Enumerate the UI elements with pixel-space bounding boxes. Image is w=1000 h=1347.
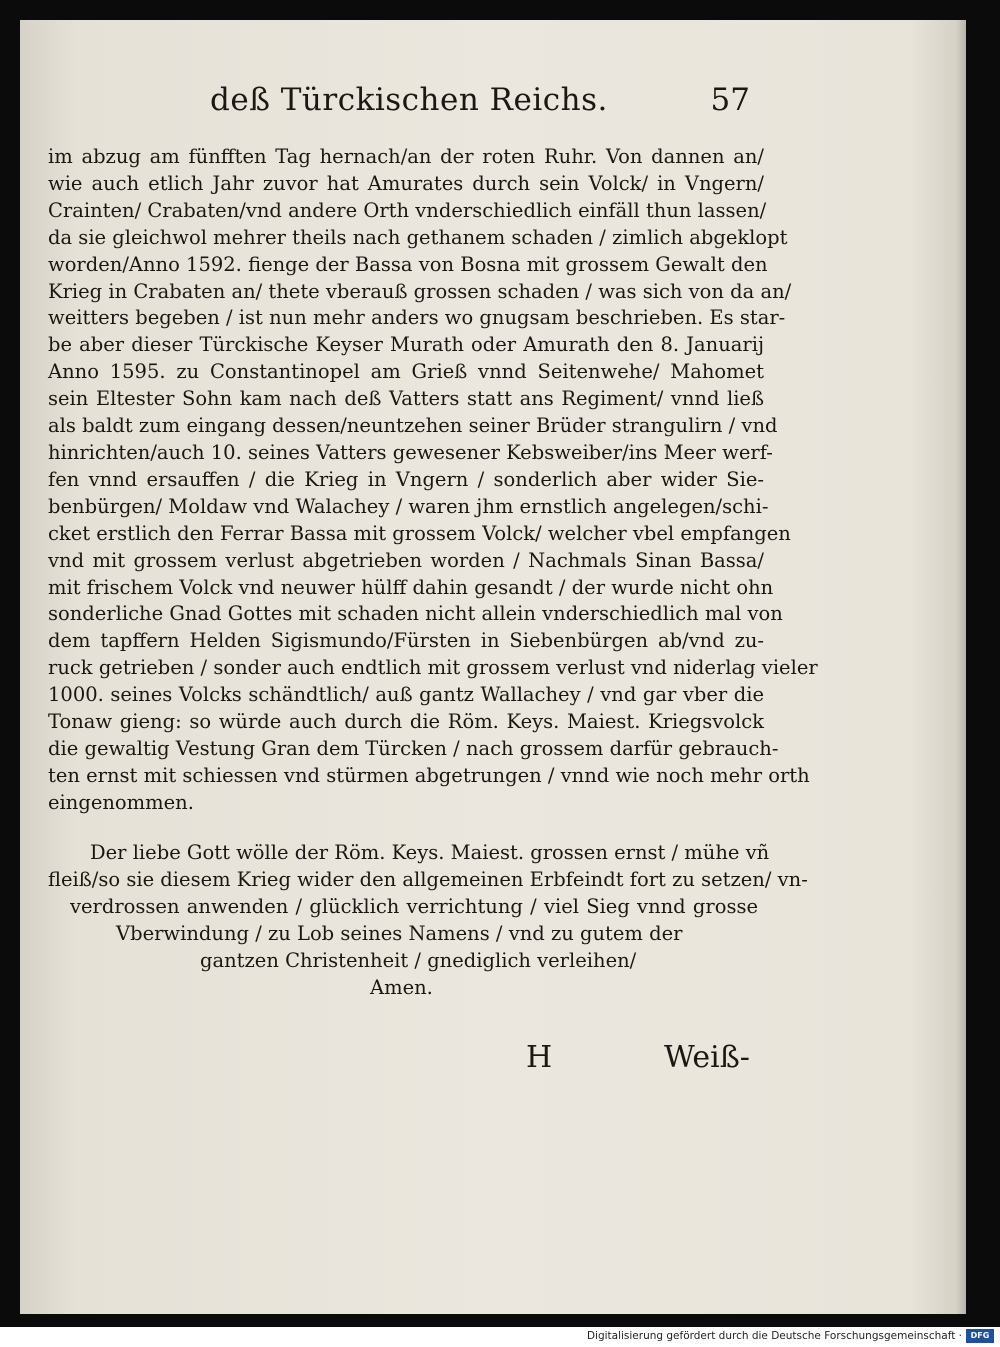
text-line: worden/Anno 1592. fienge der Bassa von Bosna mit grossem Gewalt den <box>48 252 768 276</box>
prayer-line: Der liebe Gott wölle der Röm. Keys. Maiest. grossen ernst / mühe vñ <box>90 841 770 864</box>
text-line: 1000. seines Volcks schändtlich/ auß gantz Wallachey / vnd gar vber die <box>48 683 764 707</box>
text-line: be aber dieser Türckische Keyser Murath oder Amurath den 8. Januarij <box>48 333 764 357</box>
text-line: wie auch etlich Jahr zuvor hat Amurates durch sein Volck/ in Vngern/ <box>48 171 764 195</box>
text-line: benbürgen/ Moldaw vnd Walachey / waren jhm ernstlich angelegen/schi- <box>48 494 769 518</box>
text-line: eingenommen. <box>48 790 194 814</box>
page-header <box>210 82 750 122</box>
text-line: da sie gleichwol mehrer theils nach gethanem schaden / zimlich abgeklopt <box>48 225 788 249</box>
text-line: sonderliche Gnad Gottes mit schaden nicht allein vnderschiedlich mal von <box>48 602 783 626</box>
page-number: 57 <box>710 82 750 118</box>
main-text-block <box>48 144 818 817</box>
text-line: vnd mit grossem verlust abgetrieben worden / Nachmals Sinan Bassa/ <box>48 548 764 572</box>
text-line: hinrichten/auch 10. seines Vatters gewesener Kebsweiber/ins Meer werf- <box>48 440 773 464</box>
dfg-logo: DFG <box>966 1329 994 1343</box>
closing-prayer <box>48 840 808 1001</box>
text-line: die gewaltig Vestung Gran dem Türcken / nach grossem darfür gebrauch- <box>48 736 779 760</box>
text-line: Krieg in Crabaten an/ thete vberauß grossen schaden / was sich von da an/ <box>48 279 792 303</box>
text-line: Anno 1595. zu Constantinopel am Grieß vnnd Seitenwehe/ Mahomet <box>48 360 764 384</box>
text-line: als baldt zum eingang dessen/neuntzehen seiner Brüder strangulirn / vnd <box>48 414 778 438</box>
prayer-line: Vberwindung / zu Lob seines Namens / vnd zu gutem der <box>116 921 683 945</box>
text-line: fen vnnd ersauffen / die Krieg in Vngern / sonderlich aber wider Sie- <box>48 467 764 491</box>
signature-mark: H <box>526 1040 553 1075</box>
text-line: sein Eltester Sohn kam nach deß Vatters statt ans Regiment/ vnnd ließ <box>48 387 764 411</box>
text-line: mit frischem Volck vnd neuwer hülff dahin gesandt / der wurde nicht ohn <box>48 575 774 599</box>
funding-credit: Digitalisierung gefördert durch die Deutsche Forschungsgemeinschaft · <box>586 1330 962 1342</box>
prayer-amen: Amen. <box>370 975 433 999</box>
text-line: cket erstlich den Ferrar Bassa mit grossem Volck/ welcher vbel empfangen <box>48 521 791 545</box>
text-line: ten ernst mit schiessen vnd stürmen abgetrungen / vnnd wie noch mehr orth <box>48 763 810 787</box>
text-line: dem tapffern Helden Sigismundo/Fürsten in Siebenbürgen ab/vnd zu- <box>48 629 764 653</box>
catchword: Weiß- <box>664 1040 750 1075</box>
prayer-line: verdrossen anwenden / glücklich verrichtung / viel Sieg vnnd grosse <box>70 894 758 918</box>
prayer-line: fleiß/so sie diesem Krieg wider den allgemeinen Erbfeindt fort zu setzen/ vn- <box>48 867 808 891</box>
page-edge-shadow <box>956 20 966 1314</box>
text-line: Crainten/ Crabaten/vnd andere Orth vnderschiedlich einfäll thun lassen/ <box>48 198 767 222</box>
text-line: ruck getrieben / sonder auch endtlich mit grossem verlust vnd niderlag vieler <box>48 656 818 680</box>
text-line: weitters begeben / ist nun mehr anders wo gnugsam beschrieben. Es star- <box>48 306 786 330</box>
running-head: deß Türckischen Reichs. <box>210 82 608 118</box>
prayer-line: gantzen Christenheit / gnediglich verleihen/ <box>200 948 637 972</box>
text-line: im abzug am fünfften Tag hernach/an der roten Ruhr. Von dannen an/ <box>48 145 764 168</box>
footer-bar <box>0 1327 1000 1347</box>
text-line: Tonaw gieng: so würde auch durch die Röm. Keys. Maiest. Kriegsvolck <box>48 710 764 734</box>
